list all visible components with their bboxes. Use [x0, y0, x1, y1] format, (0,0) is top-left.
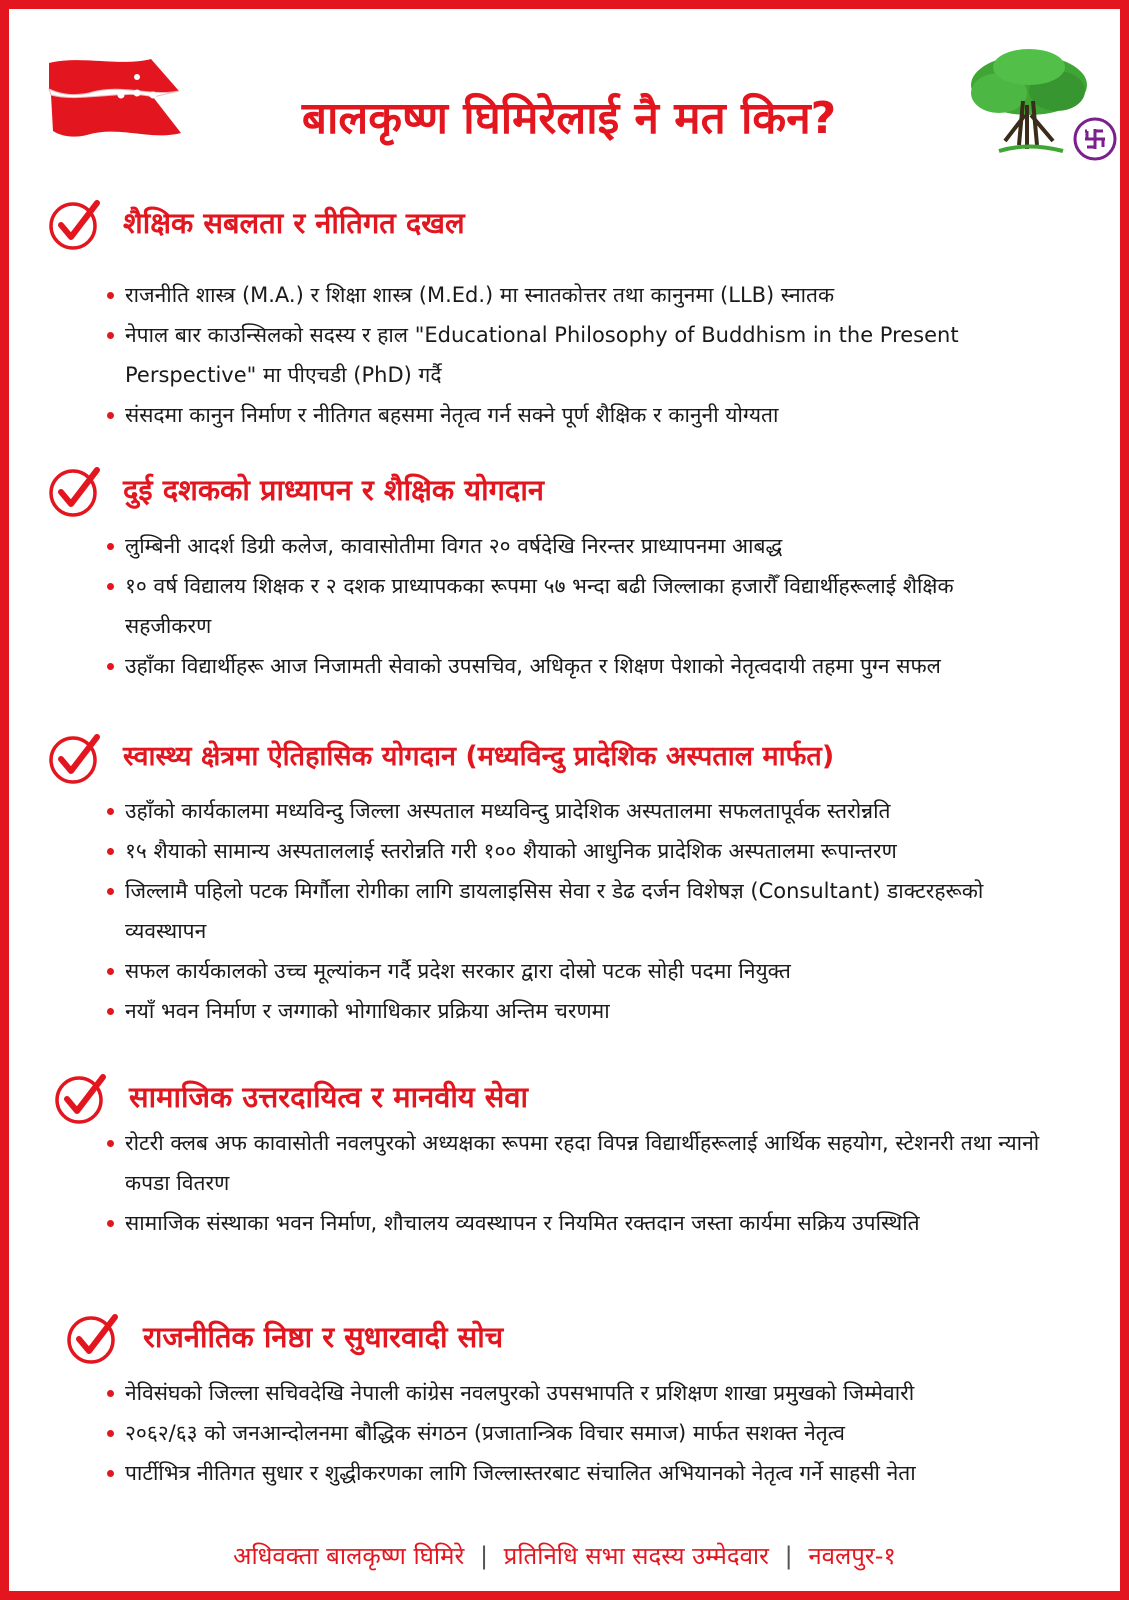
section-title: दुई दशकको प्राध्यापन र शैक्षिक योगदान: [123, 473, 544, 507]
bullet-list: [107, 1373, 1129, 1493]
list-item: सफल कार्यकालको उच्च मूल्यांकन गर्दै प्रदेश सरकार द्वारा दोस्रो पटक सोही पदमा नियुक्त: [107, 951, 1045, 991]
bullet-list: [107, 526, 1129, 686]
bullet-list: [107, 791, 1129, 1031]
footer-name: अधिवक्ता बालकृष्ण घिमिरे: [233, 1542, 465, 1570]
check-circle-icon: [53, 1071, 107, 1125]
check-circle-icon: [47, 731, 101, 785]
section-title: सामाजिक उत्तरदायित्व र मानवीय सेवा: [129, 1080, 528, 1114]
footer-separator: |: [479, 1542, 489, 1570]
bullet-list: [107, 1123, 1129, 1243]
list-item: उहाँका विद्यार्थीहरू आज निजामती सेवाको उपसचिव, अधिकृत र शिक्षण पेशाको नेतृत्वदायी तहमा पुग्न सफल: [107, 646, 1045, 686]
footer: [9, 1539, 1120, 1573]
section-political: [9, 1311, 1120, 1493]
section-title: स्वास्थ्य क्षेत्रमा ऐतिहासिक योगदान (मध्यविन्दु प्रादेशिक अस्पताल मार्फत): [123, 741, 835, 772]
section-teaching: [9, 464, 1120, 686]
section-header: [9, 464, 1120, 520]
nepali-congress-flag-icon: [41, 53, 191, 148]
list-item: जिल्लामै पहिलो पटक मिर्गौला रोगीका लागि डायलाइसिस सेवा र डेढ दर्जन विशेषज्ञ (Consultant) डाक्टरहरूको व्यवस्थापन: [107, 871, 1045, 951]
tree-swastika-logo-icon: [959, 45, 1119, 165]
list-item: १५ शैयाको सामान्य अस्पताललाई स्तरोन्नति गरी १०० शैयाको आधुनिक प्रादेशिक अस्पतालमा रूपान्तरण: [107, 831, 1045, 871]
list-item: लुम्बिनी आदर्श डिग्री कलेज, कावासोतीमा विगत २० वर्षदेखि निरन्तर प्राध्यापनमा आबद्ध: [107, 526, 1045, 566]
list-item: नेविसंघको जिल्ला सचिवदेखि नेपाली कांग्रेस नवलपुरको उपसभापति र प्रशिक्षण शाखा प्रमुखको जिम्मेवारी: [107, 1373, 1045, 1413]
list-item: नयाँ भवन निर्माण र जग्गाको भोगाधिकार प्रक्रिया अन्तिम चरणमा: [107, 991, 1045, 1031]
list-item: सामाजिक संस्थाका भवन निर्माण, शौचालय व्यवस्थापन र नियमित रक्तदान जस्ता कार्यमा सक्रिय उपस्थिति: [107, 1203, 1045, 1243]
list-item: २०६२/६३ को जनआन्दोलनमा बौद्धिक संगठन (प्रजातान्त्रिक विचार समाज) मार्फत सशक्त नेतृत्व: [107, 1413, 1045, 1453]
list-item: संसदमा कानुन निर्माण र नीतिगत बहसमा नेतृत्व गर्न सक्ने पूर्ण शैक्षिक र कानुनी योग्यता: [107, 395, 1045, 435]
list-item: नेपाल बार काउन्सिलको सदस्य र हाल "Educational Philosophy of Buddhism in the Present Perspective" मा पीएचडी (PhD) गर्दै: [107, 315, 1045, 395]
list-item: उहाँको कार्यकालमा मध्यविन्दु जिल्ला अस्पताल मध्यविन्दु प्रादेशिक अस्पतालमा सफलतापूर्वक स्तरोन्नति: [107, 791, 1045, 831]
section-health: [9, 731, 1120, 1031]
footer-separator: |: [784, 1542, 793, 1570]
list-item: रोटरी क्लब अफ कावासोती नवलपुरको अध्यक्षका रूपमा रहदा विपन्न विद्यार्थीहरूलाई आर्थिक सहयोग, स्टेशनरी तथा न्यानो कपडा वितरण: [107, 1123, 1045, 1203]
section-social: [9, 1071, 1120, 1243]
list-item: राजनीति शास्त्र (M.A.) र शिक्षा शास्त्र (M.Ed.) मा स्नातकोत्तर तथा कानुनमा (LLB) स्नातक: [107, 275, 1045, 315]
section-title: राजनीतिक निष्ठा र सुधारवादी सोच: [143, 1320, 504, 1354]
list-item: पार्टीभित्र नीतिगत सुधार र शुद्धीकरणका लागि जिल्लास्तरबाट संचालित अभियानको नेतृत्व गर्ने साहसी नेता: [107, 1453, 1045, 1493]
check-circle-icon: [47, 464, 101, 518]
section-header: [9, 197, 1120, 253]
header: [9, 9, 1120, 169]
section-title: शैक्षिक सबलता र नीतिगत दखल: [123, 206, 465, 240]
footer-role: प्रतिनिधि सभा सदस्य उम्मेदवार: [503, 1542, 769, 1570]
page-title: बालकृष्ण घिमिरेलाई नै मत किन?: [301, 93, 837, 144]
section-header: [9, 1071, 1120, 1127]
footer-constituency: नवलपुर-१: [808, 1542, 896, 1570]
bullet-list: [107, 275, 1129, 435]
check-circle-icon: [65, 1311, 119, 1365]
list-item: १० वर्ष विद्यालय शिक्षक र २ दशक प्राध्यापकका रूपमा ५७ भन्दा बढी जिल्लाका हजारौँ विद्यार्थीहरूलाई शैक्षिक सहजीकरण: [107, 566, 1045, 646]
check-circle-icon: [47, 197, 101, 251]
section-academic: [9, 197, 1120, 435]
section-header: [9, 731, 1120, 787]
section-header: [9, 1311, 1120, 1367]
